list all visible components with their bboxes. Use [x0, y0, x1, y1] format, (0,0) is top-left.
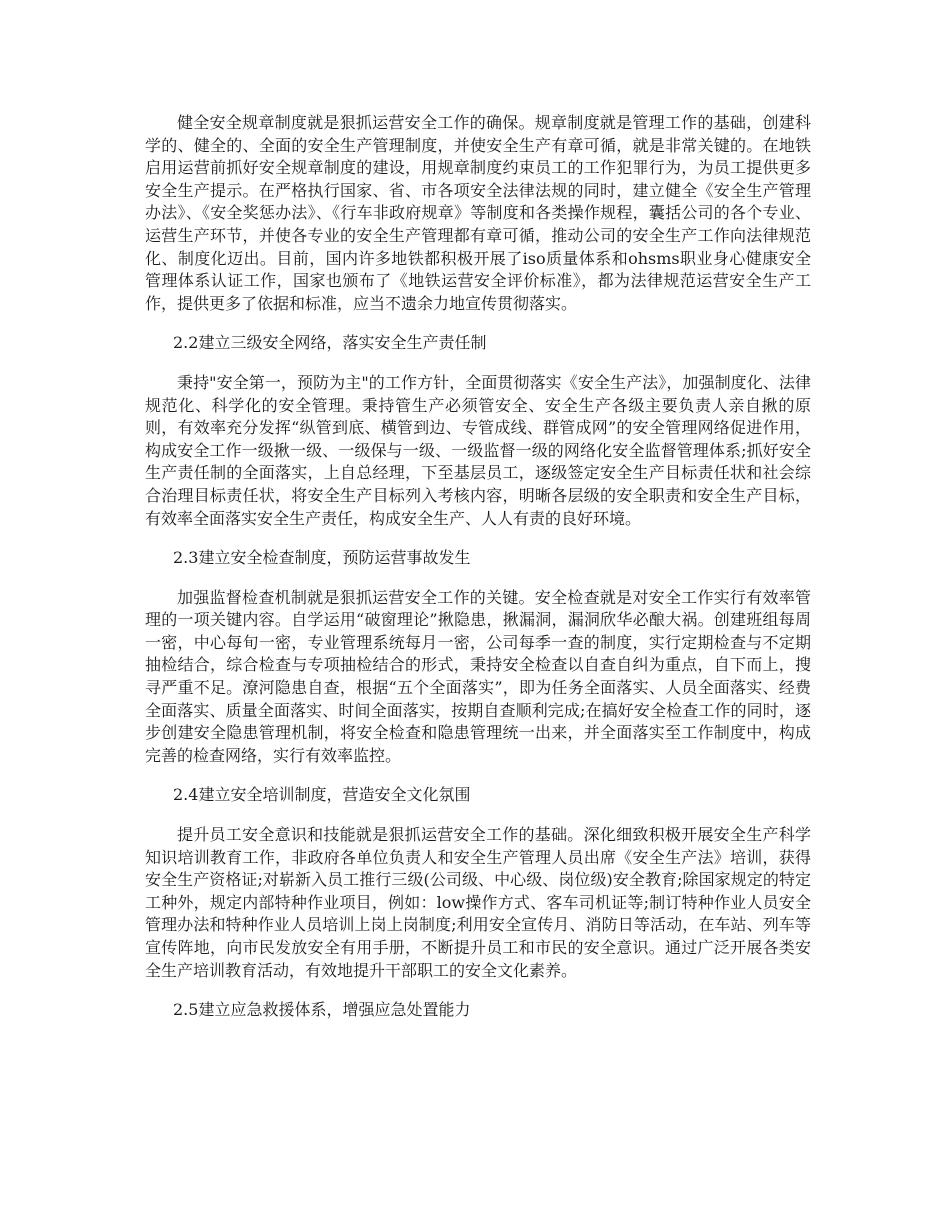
section-heading: 2.3建立安全检查制度，预防运营事故发生 [173, 548, 471, 568]
body-paragraph: 提升员工安全意识和技能就是狠抓运营安全工作的基础。深化细致积极开展安全生产科学知识培训教育工作，非政府各单位负责人和安全生产管理人员出席《安全生产法》培训，获得安全生产资格证;对崭新入员工推行三级(公司级、中心级、岗位级)安全教育;除国家规定的特定工种外，规定内部特种作业项目，例如：low操作方式、客车司机证等;制订特种作业人员安全管理办法和特种作业人员培训上岗上岗制度;利用安全宣传月、消防日等活动，在车站、列车等宣传阵地，向市民发放安全有用手册，不断提升员工和市民的安全意识。通过广泛开展各类安全生产培训教育活动，有效地提升干部职工的安全文化素养。 [145, 825, 811, 980]
body-paragraph: 秉持"安全第一，预防为主"的工作方针，全面贯彻落实《安全生产法》，加强制度化、法律规范化、科学化的安全管理。秉持管生产必须管安全、安全生产各级主要负责人亲自揪的原则，有效率充分发挥“纵管到底、横管到边、专管成线、群管成网”的安全管理网络促进作用，构成安全工作一级揪一级、一级保与一级、一级监督一级的网络化安全监督管理体系;抓好安全生产责任制的全面落实，上自总经理，下至基层员工，逐级签定安全生产目标责任状和社会综合治理目标责任状，将安全生产目标列入考核内容，明晰各层级的安全职责和安全生产目标，有效率全面落实安全生产责任，构成安全生产、人人有责的良好环境。 [145, 372, 811, 528]
body-paragraph: 健全安全规章制度就是狠抓运营安全工作的确保。规章制度就是管理工作的基础，创建科学的、健全的、全面的安全生产管理制度，并使安全生产有章可循，就是非常关键的。在地铁启用运营前抓好安全规章制度的建设，用规章制度约束员工的工作犯罪行为，为员工提供更多安全生产提示。在严格执行国家、省、市各项安全法律法规的同时，建立健全《安全生产管理办法》、《安全奖惩办法》、《行车非政府规章》等制度和各类操作规程，囊括公司的各个专业、运营生产环节，并使各专业的安全生产管理都有章可循，推动公司的安全生产工作向法律规范化、制度化迈出。目前，国内许多地铁都积极开展了iso质量体系和ohsms职业身心健康安全管理体系认证工作，国家也颁布了《地铁运营安全评价标准》，都为法律规范运营安全生产工作，提供更多了依据和标准，应当不遗余力地宣传贯彻落实。 [145, 113, 811, 313]
heading-spacer [145, 570, 811, 587]
document-page [145, 112, 811, 1022]
paragraph-spacer [145, 767, 811, 784]
paragraph-spacer [145, 315, 811, 332]
section-heading: 2.4建立安全培训制度，营造安全文化氛围 [173, 785, 471, 805]
heading-spacer [145, 807, 811, 824]
paragraph-spacer [145, 530, 811, 547]
section-heading: 2.5建立应急救援体系，增强应急处置能力 [173, 1000, 471, 1020]
body-paragraph: 加强监督检查机制就是狠抓运营安全工作的关键。安全检查就是对安全工作实行有效率管理的一项关键内容。自学运用“破窗理论”揪隐患，揪漏洞，漏洞欣华必酿大祸。创建班组每周一密，中心每旬一密，专业管理系统每月一密，公司每季一查的制度，实行定期检查与不定期抽检结合，综合检查与专项抽检结合的形式，秉持安全检查以自查自纠为重点，自下而上，搜寻严重不足。潦河隐患自查，根据“五个全面落实”，即为任务全面落实、人员全面落实、经费全面落实、质量全面落实、时间全面落实，按期自查顺利完成;在搞好安全检查工作的同时，逐步创建安全隐患管理机制，将安全检查和隐患管理统一出来，并全面落实至工作制度中，构成完善的检查网络，实行有效率监控。 [145, 587, 811, 765]
section-heading: 2.2建立三级安全网络，落实安全生产责任制 [173, 333, 487, 353]
heading-spacer [145, 355, 811, 372]
paragraph-spacer [145, 982, 811, 999]
